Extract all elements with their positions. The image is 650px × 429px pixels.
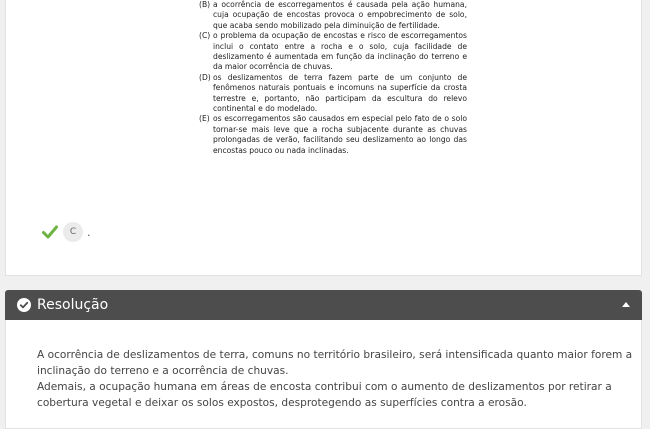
option-letter: (E) — [199, 114, 210, 124]
caret-up-icon[interactable] — [622, 302, 630, 307]
resolution-paragraph: A ocorrência de deslizamentos de terra, comuns no território brasileiro, será intensificada quanto maior forem a inclinação do terreno e a ocorrência de chuvas. — [37, 349, 633, 377]
option-text: os deslizamentos de terra fazem parte de um conjunto de fenômenos naturais pontuais e incomuns na superfície da crosta terrestre e, portanto, não participam da escultura do relevo continental e do modelado. — [213, 72, 467, 114]
resolution-title: Resolução — [37, 297, 109, 313]
resolution-paragraph: Ademais, a ocupação humana em áreas de encosta contribui com o aumento de deslizamentos por retirar a cobertura vegetal e deixar os solos expostos, desprotegendo as superfícies contra a erosão. — [37, 381, 612, 409]
option-b — [199, 0, 467, 31]
option-d — [199, 73, 467, 115]
option-c — [199, 31, 467, 73]
answer-letter-badge: C — [63, 222, 83, 242]
option-text: os escorregamentos são causados em especial pelo fato de o solo tornar-se mais leve que a rocha subjacente durante as chuvas prolongadas de verão, facilitando seu deslizamento ao longo das encostas pouco ou nada inclinadas. — [213, 114, 467, 155]
question-card — [5, 0, 642, 276]
resolution-header[interactable] — [5, 290, 642, 320]
correct-answer — [42, 222, 91, 242]
check-icon — [42, 225, 58, 239]
option-e — [199, 114, 467, 156]
resolution-text — [37, 347, 635, 411]
option-letter: (D) — [199, 72, 211, 82]
option-text: o problema da ocupação de encostas e risco de escorregamentos inclui o contato entre a rocha e o solo, cuja facilidade de deslizamento é aumentada em função da inclinação do terreno e da maior ocorrência de chuvas. — [213, 31, 467, 72]
option-text: a ocorrência de escorregamentos é causada pela ação humana, cuja ocupação de encostas provoca o empobrecimento de solo, que acaba sendo mobilizado pela diminuição de fertilidade. — [213, 0, 467, 30]
answer-options — [199, 0, 467, 156]
resolution-body — [5, 320, 642, 429]
option-letter: (C) — [199, 31, 211, 41]
check-circle-icon — [17, 298, 31, 312]
option-letter: (B) — [199, 0, 211, 9]
answer-suffix: . — [87, 225, 91, 239]
